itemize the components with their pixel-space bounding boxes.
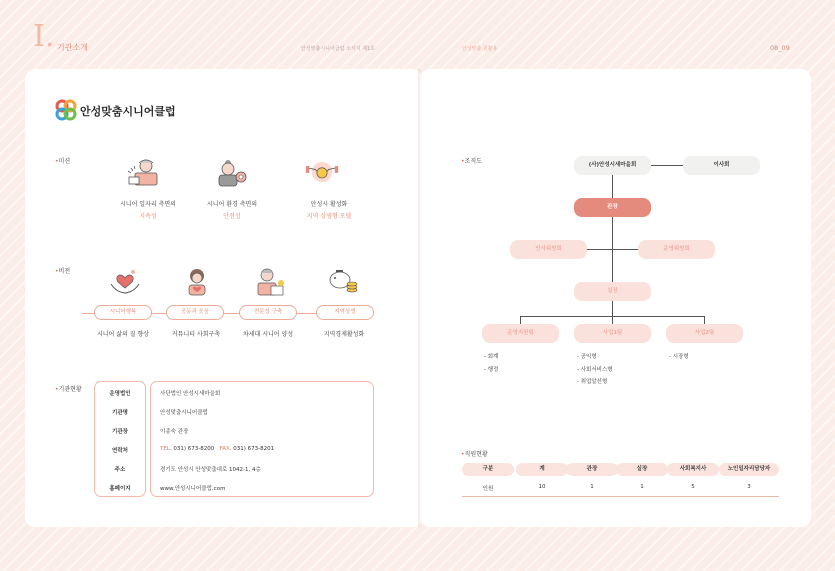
staff-header-total: 계 xyxy=(516,463,568,476)
info-value-homepage[interactable]: www.안성시니어클럽.com xyxy=(160,486,226,492)
seniors-laptop-icon xyxy=(126,157,160,187)
club-logo-icon xyxy=(55,99,77,121)
handshake-icon xyxy=(305,157,339,187)
vision-pill-1: 시니어행복 xyxy=(94,305,152,320)
vision-caption-4: 지역경제활성화 xyxy=(323,331,365,338)
fax-number: 031) 673-8201 xyxy=(233,446,275,452)
info-key-contact: 연락처 xyxy=(112,448,128,454)
staff-header-director: 관장 xyxy=(566,463,618,476)
org-line-board xyxy=(650,165,684,166)
staff-header-category: 구분 xyxy=(462,463,514,476)
institution-label: •기관현황 xyxy=(55,386,82,393)
info-values-box xyxy=(150,381,374,497)
running-title-right: 안성맞춤 원활용 xyxy=(462,46,498,52)
info-key-address: 주소 xyxy=(114,467,126,473)
mission-value-2: 안전성 xyxy=(223,213,241,220)
info-value-operator: 사단법인 안성시새마을회 xyxy=(160,391,221,397)
info-key-operator: 운영법인 xyxy=(109,391,131,397)
org-node-ops-committee: 운영위원회 xyxy=(638,240,715,259)
page-spine xyxy=(418,69,422,527)
staff-cell-total: 10 xyxy=(538,484,546,490)
vision-label: •비전 xyxy=(55,268,71,275)
org-node-team-support: 운영지원팀 xyxy=(482,324,559,343)
mission-caption-2: 시니어 환경 측면의 xyxy=(206,201,258,208)
info-key-name: 기관명 xyxy=(112,410,128,416)
staff-header-job-manager: 노인일자리담당자 xyxy=(719,463,779,476)
tel-number: 031) 673-8200 xyxy=(173,446,215,452)
staff-header-social-worker: 사회복지사 xyxy=(667,463,719,476)
team-1-duties xyxy=(577,351,613,389)
vision-pill-2: 공동과 웃음 xyxy=(166,305,224,320)
vision-caption-2: 커뮤니티 사회구축 xyxy=(171,331,221,338)
mission-label: •미션 xyxy=(55,158,71,165)
mission-value-3: 지역 상생형 모델 xyxy=(306,213,352,220)
org-node-office: 실장 xyxy=(574,282,651,301)
team-2-duties xyxy=(669,351,689,364)
info-value-contact xyxy=(160,446,274,452)
duty-item: - 취업알선형 xyxy=(577,379,608,385)
org-node-director: 관장 xyxy=(574,198,651,217)
info-keys-box xyxy=(94,381,146,497)
staff-cell-office: 1 xyxy=(640,484,644,490)
fax-label: FAX. xyxy=(219,446,232,452)
org-node-team-2: 사업2팀 xyxy=(666,324,743,343)
hands-heart-icon xyxy=(108,266,142,296)
org-node-team-1: 사업1팀 xyxy=(574,324,651,343)
staff-cell-director: 1 xyxy=(590,484,594,490)
org-line-team-1 xyxy=(520,316,521,324)
info-value-address: 경기도 안성시 안성맞춤대로 1042-1, 4층 xyxy=(160,467,261,473)
staff-cell-category: 인원 xyxy=(482,486,494,492)
chapter-title: 기관소개 xyxy=(57,43,88,52)
mission-caption-1: 시니어 일자리 측면의 xyxy=(120,201,176,208)
duty-item: - 사회서비스형 xyxy=(577,366,613,373)
staff-cell-social-worker: 5 xyxy=(691,484,695,490)
senior-gear-icon xyxy=(214,157,248,187)
duty-item: - 시장형 xyxy=(669,354,689,360)
info-key-head: 기관장 xyxy=(112,429,128,435)
org-node-association: (사)안성시새마을회 xyxy=(574,156,651,175)
piggy-bank-icon xyxy=(326,266,360,296)
page-numbers: 08_09 xyxy=(770,44,790,52)
org-node-board: 이사회 xyxy=(683,156,760,175)
vision-caption-1: 시니어 삶의 질 향상 xyxy=(96,331,150,338)
senior-expert-icon xyxy=(252,266,286,296)
org-line-office-down xyxy=(612,300,613,316)
vision-caption-3: 차세대 시니어 양성 xyxy=(242,331,294,338)
running-title-left: 안성맞춤시니어클럽 소식지 제1호 xyxy=(301,46,375,52)
org-line-committees xyxy=(586,249,640,250)
org-line-team-2 xyxy=(612,316,613,324)
team-support-duties xyxy=(484,351,498,376)
duty-item: - 회계 xyxy=(484,354,499,360)
duty-item: - 공익형 xyxy=(577,354,597,360)
chapter-number: I. xyxy=(33,19,55,54)
vision-pill-4: 지역상생 xyxy=(316,305,374,320)
org-label: •조직도 xyxy=(461,158,482,165)
org-node-hr-committee: 인사위원회 xyxy=(510,240,587,259)
mission-value-1: 지속성 xyxy=(139,213,157,220)
staff-header-office: 실장 xyxy=(616,463,668,476)
duty-item: - 행정 xyxy=(484,366,499,373)
info-value-name: 안성맞춤시니어클럽 xyxy=(160,410,208,416)
staff-cell-job-manager: 3 xyxy=(747,484,751,490)
woman-heart-icon xyxy=(180,266,214,296)
org-line-team-3 xyxy=(704,316,705,324)
vision-pill-3: 전문성 구축 xyxy=(239,305,297,320)
mission-caption-3: 안성시 활성화 xyxy=(310,201,348,208)
info-value-head: 이종숙 관장 xyxy=(160,429,189,435)
staff-label: •직원현황 xyxy=(461,451,488,458)
info-key-homepage: 홈페이지 xyxy=(109,486,131,492)
tel-label: TEL. xyxy=(160,446,172,452)
logo-text: 안성맞춤시니어클럽 xyxy=(80,105,176,118)
staff-table-bottom-line xyxy=(462,496,779,497)
